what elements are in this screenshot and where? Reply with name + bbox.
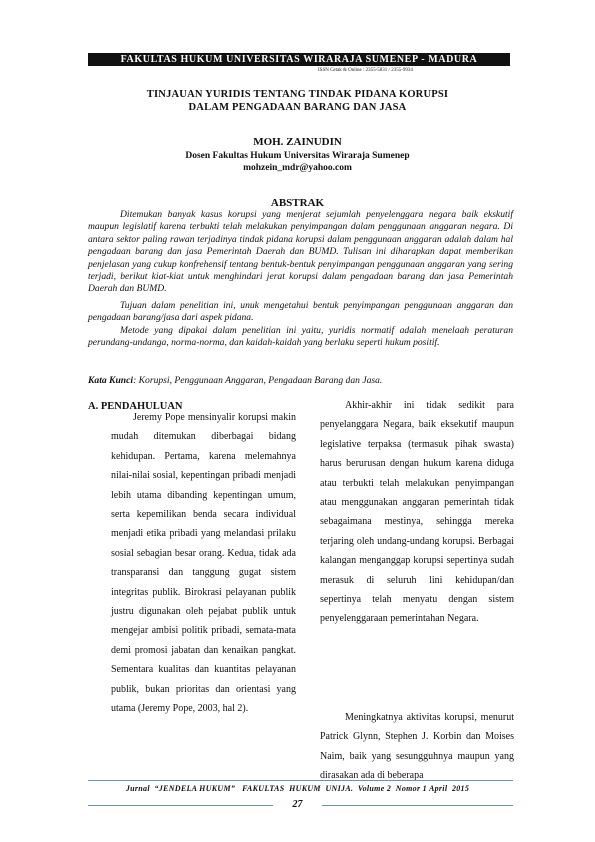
author-name: MOH. ZAINUDIN	[253, 136, 342, 148]
page-number: 27	[292, 799, 303, 810]
issn-line: ISSN Cetak & Online : 2355-5831 / 2355-9934	[318, 68, 413, 73]
right-column-paragraph-1: Akhir-akhir ini tidak sedikit para penyelanggara Negara, baik eksekutif maupun legislative terpaksa (termasuk pihak swasta) harus berurusan dengan hukum karena diduga atau terbukti telah melakukan penyimpangan atau menggunakan anggaran pemerintah tidak sebagaimana mestinya, sehingga mereka terjaring oleh undang-undang korupsi. Berbagai kalangan menganggap korupsi sepertinya sudah merasuk di seluruh lini kehidupan/dan sepertinya telah menyatu dengan sistem penyelenggaraan pemerintahan Negara.	[320, 400, 514, 625]
section-heading: A. PENDAHULUAN	[88, 401, 183, 412]
right-column-paragraph-2: Meningkatnya aktivitas korupsi, menurut Patrick Glynn, Stephen J. Korbin dan Moises Naim, baik yang sesungguhnya maupun yang dirasakan ada di beberapa	[320, 712, 514, 782]
faculty-banner: FAKULTAS HUKUM UNIVERSITAS WIRARAJA SUMENEP - MADURA	[88, 53, 510, 66]
author-affiliation: Dosen Fakultas Hukum Universitas Wiraraja Sumenep	[185, 151, 410, 161]
footer-divider-top	[88, 780, 513, 781]
left-column-text: Jeremy Pope mensinyalir korupsi makin mudah ditemukan diberbagai bidang kehidupan. Pertama, karena melemahnya nilai-nilai sosial, kepentingan pribadi menjadi lebih utama dibanding kepentingan umum, serta kepemilikan benda secara individual menjadi etika pribadi yang melandasi prilaku sosial sebagian besar orang. Kedua, tidak ada transparansi dan tanggung gugat sistem integritas publik. Birokrasi pelayanan publik justru digunakan oleh pejabat publik untuk mengejar ambisi politik pribadi, semata-mata demi promosi jabatan dan kenaikan pangkat. Sementara kualitas dan kuantitas pelayanan publik, bukan prioritas dan orientasi yang utama (Jeremy Pope, 2003, hal 2).	[111, 412, 296, 715]
article-title-line1: TINJAUAN YURIDIS TENTANG TINDAK PIDANA KORUPSI	[146, 89, 449, 100]
article-title-line2: DALAM PENGADAAN BARANG DAN JASA	[188, 102, 407, 113]
keywords-text: : Korupsi, Penggunaan Anggaran, Pengadaan Barang dan Jasa.	[133, 375, 383, 386]
keywords	[88, 375, 513, 386]
keywords-label: Kata Kunci	[88, 375, 134, 386]
abstract-paragraph-2: Tujuan dalam penelitian ini, unuk mengetahui bentuk penyimpangan penggunaan anggaran dan pengadaan barang/jasa dari aspek pidana.	[88, 300, 513, 324]
author-email: mohzein_mdr@yahoo.com	[243, 163, 352, 173]
abstract-paragraph-3: Metode yang dipakai dalam penelitian ini yaitu, yuridis normatif adalah menelaah peraturan perundang-undanga, norma-norma, dan kaidah-kaidah yang berlaku seperti hukum positif.	[88, 325, 513, 349]
abstract-heading: ABSTRAK	[270, 197, 325, 209]
journal-footer: Jurnal “JENDELA HUKUM” FAKULTAS HUKUM UNIJA. Volume 2 Nomor 1 April 2015	[125, 784, 470, 793]
abstract-paragraph-1: Ditemukan banyak kasus korupsi yang menjerat sejumlah penyelenggara negara baik ekskutif maupun legislatif karena terbukti telah melakukan penyimpangan dalam penggunaan anggaran negara. Di antara sektor paling rawan terjadinya tindak pidana korupsi dalam penggunaan anggaran adalah dalam hal pengadaan barang dan jasa Pemerintah Daerah dan BUMD. Tulisan ini diharapkan dapat memberikan penjelasan yang cukup konfrehensif tentang bentuk-bentuk penyimpangan penggunaan anggaran yang sering terjadi, berikut kiat-kiat untuk menghindari jerat korupsi dalam pengadaan barang dan jasa Pemerintah Daerah dan BUMD.	[88, 209, 513, 295]
